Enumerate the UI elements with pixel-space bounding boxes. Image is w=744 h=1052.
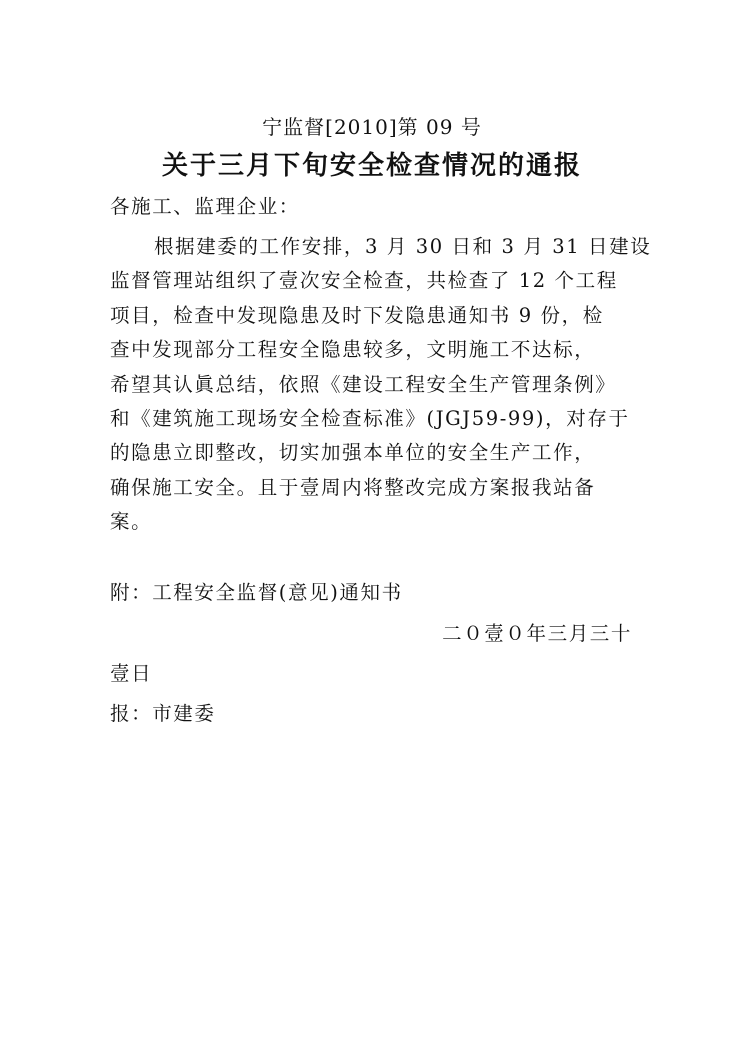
body-line: 监督管理站组织了壹次安全检查，共检查了 12 个工程 bbox=[110, 269, 618, 293]
date-line-continued: 壹日 bbox=[110, 662, 153, 685]
body-paragraph bbox=[110, 230, 652, 540]
body-line: 和《建筑施工现场安全检查标准》(JGJ59-99)，对存于 bbox=[110, 407, 630, 431]
body-line: 案。 bbox=[110, 510, 153, 534]
document-title: 关于三月下旬安全检查情况的通报 bbox=[161, 151, 582, 181]
body-line: 根据建委的工作安排，3 月 30 日和 3 月 31 日建设 bbox=[154, 235, 652, 258]
salutation: 各施工、监理企业： bbox=[110, 195, 300, 218]
date-line: 二０壹０年三月三十 bbox=[442, 622, 632, 645]
body-line: 确保施工安全。且于壹周内将整改完成方案报我站备 bbox=[110, 475, 596, 499]
body-line: 希望其认眞总结，依照《建设工程安全生产管理条例》 bbox=[110, 372, 617, 396]
body-line: 的隐患立即整改，切实加强本单位的安全生产工作， bbox=[110, 441, 596, 465]
body-line: 查中发现部分工程安全隐患较多，文明施工不达标， bbox=[110, 338, 596, 362]
attachment-line: 附：工程安全监督(意见)通知书 bbox=[110, 581, 403, 604]
report-to-line: 报：市建委 bbox=[110, 702, 216, 725]
document-number: 宁监督[2010]第 09 号 bbox=[262, 115, 482, 139]
body-line: 项目，检查中发现隐患及时下发隐患通知书 9 份，检 bbox=[110, 303, 604, 327]
